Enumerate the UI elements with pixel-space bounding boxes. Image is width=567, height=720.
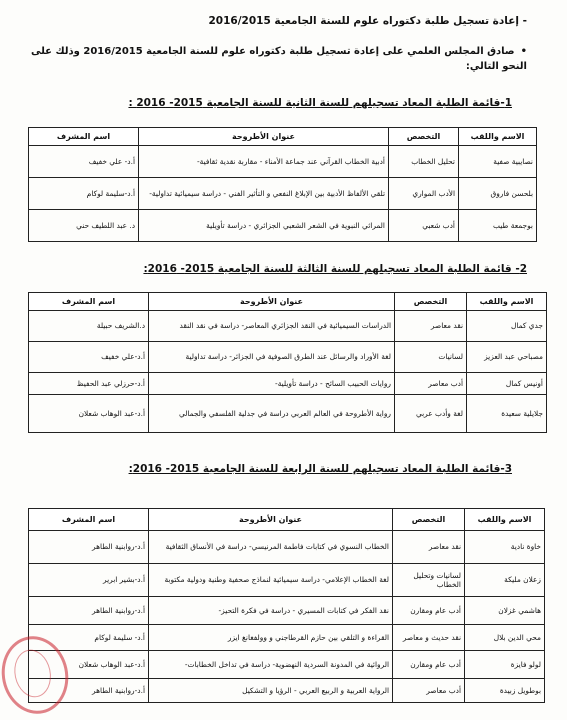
table-row — [29, 531, 545, 564]
table-row — [29, 564, 545, 597]
table-row — [29, 342, 547, 373]
document-heading: - إعادة تسجيل طلبة دكتوراه علوم للسنة الجامعية 2016/2015 — [208, 15, 527, 27]
table-row — [29, 311, 547, 342]
supervisor: د. عبد اللطيف حني — [29, 210, 139, 242]
specialty: لسانيات وتحليل الخطاب — [393, 564, 465, 597]
specialty: أدب شعبي — [389, 210, 459, 242]
section-3-table — [28, 508, 545, 703]
specialty: نقد حديث و معاصر — [393, 625, 465, 651]
stamp-inner-ring — [10, 646, 55, 700]
intro-paragraph — [30, 44, 527, 74]
section-1-table — [28, 127, 537, 242]
table-row — [29, 373, 547, 395]
table-row — [29, 679, 545, 703]
table-row — [29, 651, 545, 679]
supervisor: أ.د-حرزلي عبد الحفيظ — [29, 373, 149, 395]
table-header-row — [29, 128, 537, 146]
thesis-title: رواية الأطروحة في العالم العربي دراسة في جدلية الفلسفي والجمالي — [149, 395, 395, 433]
student-name: جلايلية سعيدة — [467, 395, 547, 433]
supervisor: أ.د-عبد الوهاب شعلان — [29, 651, 149, 679]
table-row — [29, 210, 537, 242]
specialty: نقد معاصر — [395, 311, 467, 342]
col-name-header: الاسم واللقب — [459, 128, 537, 146]
specialty: لسانيات — [395, 342, 467, 373]
student-name: جدي كمال — [467, 311, 547, 342]
col-specialty-header: التخصص — [389, 128, 459, 146]
student-name: أونيس كمال — [467, 373, 547, 395]
student-name: بلحسن فاروق — [459, 178, 537, 210]
table-row — [29, 178, 537, 210]
thesis-title: تلقي الألفاظ الأدبية بين الإبلاغ النفعي و التأثير الفني - دراسة سيميائية تداولية- — [139, 178, 389, 210]
col-name-header: الاسم واللقب — [465, 509, 545, 531]
supervisor: أ.د-سليمة لوكام — [29, 178, 139, 210]
intro-text: صادق المجلس العلمي على إعادة تسجيل طلبة دكتوراه علوم للسنة الجامعية 2016/2015 وذلك على النحو التالي: — [30, 46, 527, 72]
table-header-row — [29, 509, 545, 531]
section-2-table — [28, 292, 547, 433]
thesis-title: القراءة و التلقي بين حازم القرطاجني و وولفغانغ ايزر — [149, 625, 393, 651]
thesis-title: نقد الفكر في كتابات المسيري - دراسة في فكرة التحيز- — [149, 597, 393, 625]
supervisor: أ.د-روابنية الطاهر — [29, 531, 149, 564]
table-row — [29, 395, 547, 433]
col-specialty-header: التخصص — [393, 509, 465, 531]
table-row — [29, 597, 545, 625]
col-thesis-header: عنوان الأطروحة — [149, 509, 393, 531]
col-supervisor-header: اسم المشرف — [29, 128, 139, 146]
bullet-glyph: • — [520, 46, 527, 57]
col-thesis-header: عنوان الأطروحة — [139, 128, 389, 146]
supervisor: أ.د-روابنية الطاهر — [29, 679, 149, 703]
supervisor: أ.د-بشير ابرير — [29, 564, 149, 597]
specialty: نقد معاصر — [393, 531, 465, 564]
col-supervisor-header: اسم المشرف — [29, 509, 149, 531]
table-header-row — [29, 293, 547, 311]
table-row — [29, 146, 537, 178]
supervisor: د.الشريف حبيلة — [29, 311, 149, 342]
col-thesis-header: عنوان الأطروحة — [149, 293, 395, 311]
specialty: أدب عام ومقارن — [393, 651, 465, 679]
thesis-title: الدراسات السيميائية في النقد الجزائري المعاصر- دراسة في نقد النقد — [149, 311, 395, 342]
student-name: لولو فايزة — [465, 651, 545, 679]
specialty: أدب معاصر — [393, 679, 465, 703]
section-3-title: 3-قائمة الطلبة المعاد تسجيلهم للسنة الرابعة للسنة الجامعية 2015- 2016: — [128, 463, 512, 475]
supervisor: أ.د-علي خفيف — [29, 342, 149, 373]
section-1-title: 1-قائمة الطلبة المعاد تسجيلهم للسنة الثانية للسنة الجامعية 2015- 2016 : — [128, 97, 512, 109]
student-name: مصباحي عبد العزيز — [467, 342, 547, 373]
col-name-header: الاسم واللقب — [467, 293, 547, 311]
thesis-title: لغة الأوراد والرسائل عند الطرق الصوفية في الجزائر- دراسة تداولية — [149, 342, 395, 373]
student-name: بوطويل زبيدة — [465, 679, 545, 703]
specialty: أدب معاصر — [395, 373, 467, 395]
supervisor: أ.د-عبد الوهاب شعلان — [29, 395, 149, 433]
supervisor: أ.د- علي خفيف — [29, 146, 139, 178]
supervisor: أ.د-روابنية الطاهر — [29, 597, 149, 625]
student-name: نصايبية صفية — [459, 146, 537, 178]
thesis-title: روايات الحبيب السائح - دراسة تأويلية- — [149, 373, 395, 395]
specialty: أدب عام ومقارن — [393, 597, 465, 625]
table-row — [29, 625, 545, 651]
thesis-title: أدبية الخطاب القرآني عند جماعة الأمناء - مقاربة نقدية ثقافية- — [139, 146, 389, 178]
col-specialty-header: التخصص — [395, 293, 467, 311]
thesis-title: لغة الخطاب الإعلامي- دراسة سيميائية لنماذج صحفية وطنية ودولية مكتوبة — [149, 564, 393, 597]
specialty: الأدب المواري — [389, 178, 459, 210]
thesis-title: الرواية العربية و الربيع العربي - الرؤيا و التشكيل — [149, 679, 393, 703]
student-name: بوجمعة طيب — [459, 210, 537, 242]
thesis-title: الروائية في المدونة السردية النهضوية- دراسة في تداخل الخطابات- — [149, 651, 393, 679]
col-supervisor-header: اسم المشرف — [29, 293, 149, 311]
specialty: لغة وأدب عربي — [395, 395, 467, 433]
student-name: زعلان مليكة — [465, 564, 545, 597]
thesis-title: الخطاب النسوي في كتابات فاطمة المرنيسي- دراسة في الأنساق الثقافية — [149, 531, 393, 564]
thesis-title: المراثي النبوية في الشعر الشعبي الجزائري - دراسة تأويلية — [139, 210, 389, 242]
student-name: محي الدين بلال — [465, 625, 545, 651]
supervisor: أ.د- سليمة لوكام — [29, 625, 149, 651]
student-name: خاوة نادية — [465, 531, 545, 564]
specialty: تحليل الخطاب — [389, 146, 459, 178]
student-name: هاشمي غزلان — [465, 597, 545, 625]
section-2-title: 2- قائمة الطلبة المعاد تسجيلهم للسنة الثالثة للسنة الجامعية 2015- 2016: — [143, 263, 527, 275]
